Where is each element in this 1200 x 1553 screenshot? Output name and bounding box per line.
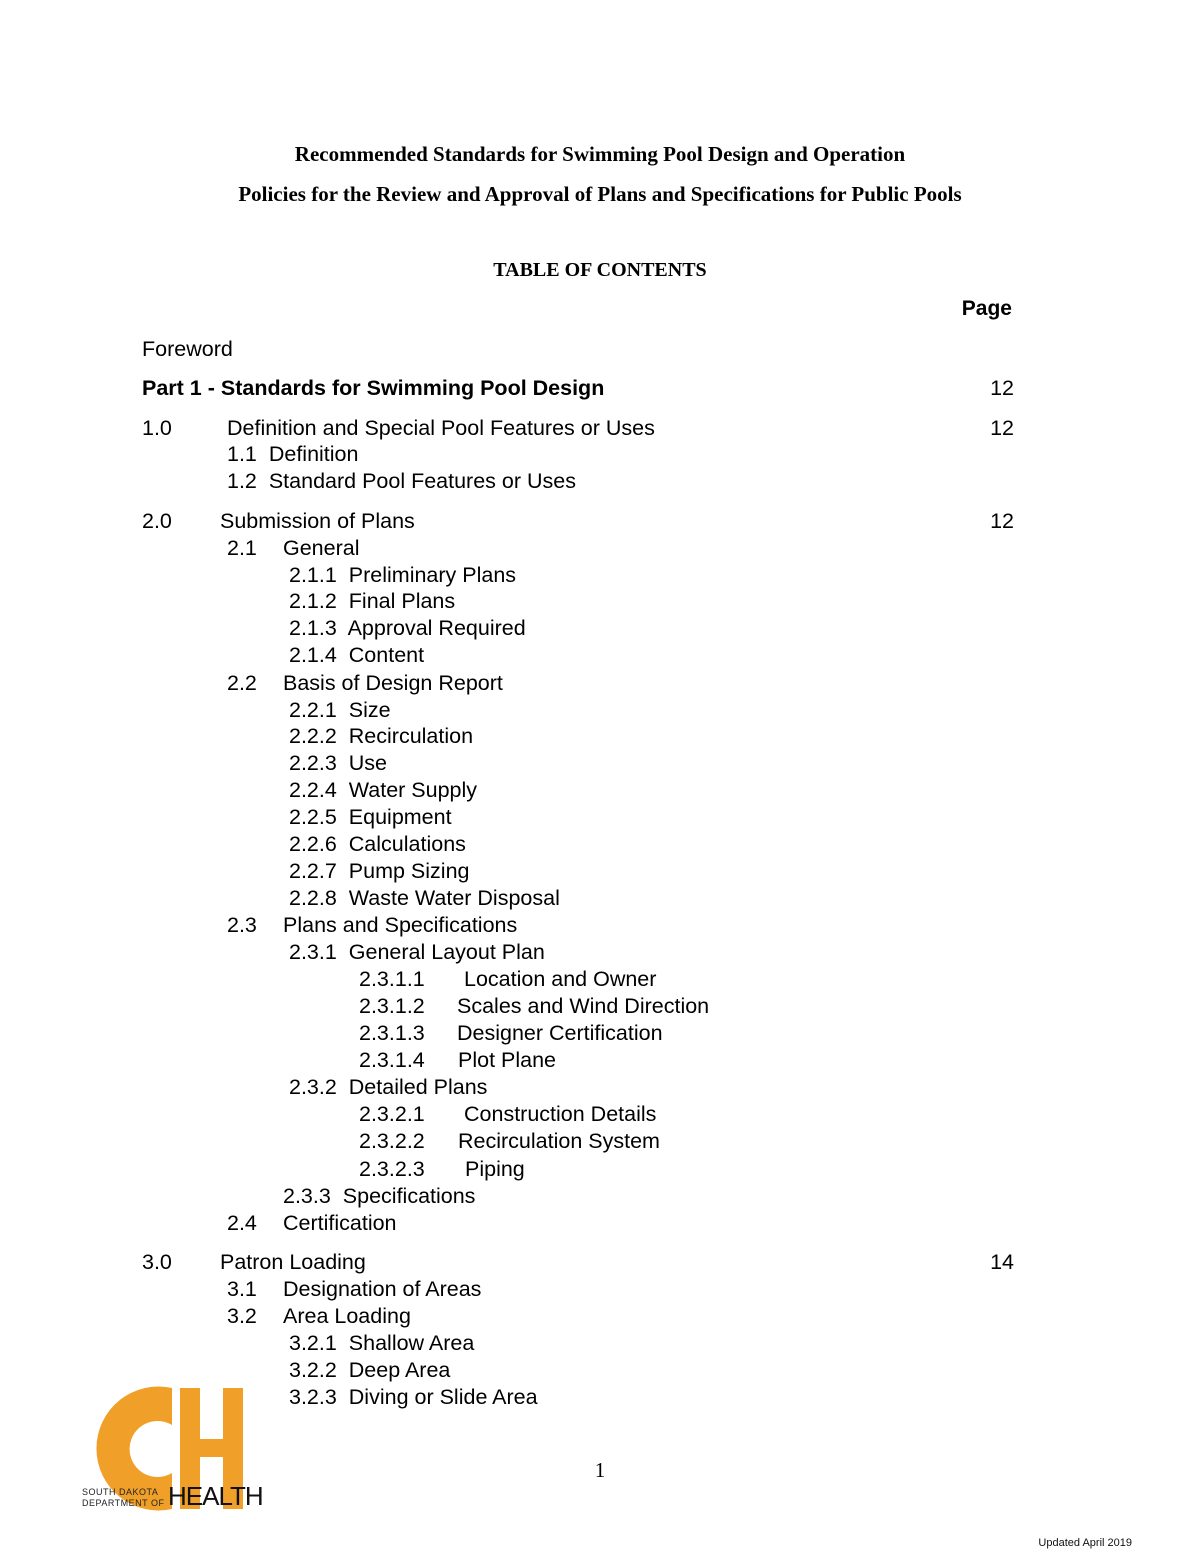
toc-number: 2.2.6 — [289, 832, 337, 856]
toc-page-number: 12 — [990, 416, 1014, 440]
toc-entry-2-2-2[interactable] — [289, 723, 473, 749]
toc-number: 2.3.3 — [283, 1184, 331, 1208]
toc-number: 3.2.3 — [289, 1385, 337, 1409]
toc-entry-1-1[interactable] — [227, 441, 358, 467]
toc-text: Water Supply — [348, 778, 478, 802]
toc-text: General — [283, 536, 360, 560]
toc-number: 2.3.1.1 — [359, 967, 425, 991]
toc-entry-1-2[interactable] — [227, 468, 576, 494]
toc-number: 2.3.1.3 — [359, 1021, 425, 1045]
page-number: 1 — [594, 1458, 606, 1482]
toc-text: Part 1 - Standards for Swimming Pool Design — [142, 376, 605, 400]
toc-number: 2.0 — [142, 509, 172, 533]
page-subtitle: Policies for the Review and Approval of Plans and Specifications for Public Pools — [238, 182, 962, 206]
toc-number: 2.2.3 — [289, 751, 337, 775]
toc-text: Diving or Slide Area — [348, 1385, 538, 1409]
toc-text: Patron Loading — [220, 1250, 366, 1274]
toc-text: Calculations — [348, 832, 466, 856]
toc-entry-2-2-6[interactable] — [289, 831, 466, 857]
toc-text: Foreword — [142, 337, 233, 361]
toc-text: Standard Pool Features or Uses — [268, 469, 576, 493]
toc-number: 2.2.4 — [289, 778, 337, 802]
toc-number: 1.1 — [227, 442, 257, 466]
toc-text: Recirculation — [348, 724, 474, 748]
toc-text: Preliminary Plans — [348, 563, 517, 587]
logo-text-line2: DEPARTMENT OF — [82, 1498, 165, 1508]
toc-text: Location and Owner — [464, 967, 657, 991]
toc-number: 2.2.7 — [289, 859, 337, 883]
toc-entry-2-2-5[interactable] — [289, 804, 452, 830]
toc-text: Recirculation System — [458, 1129, 660, 1153]
toc-text: Size — [348, 698, 391, 722]
toc-number: 2.2.1 — [289, 698, 337, 722]
toc-number: 2.1.2 — [289, 589, 337, 613]
toc-number: 2.3.1.4 — [359, 1048, 425, 1072]
toc-number: 1.0 — [142, 416, 172, 440]
toc-entry-2-1-2[interactable] — [289, 588, 455, 614]
toc-text: Use — [348, 751, 388, 775]
toc-number: 3.2 — [227, 1304, 257, 1328]
toc-number: 2.2 — [227, 671, 257, 695]
toc-text: Equipment — [348, 805, 452, 829]
toc-entry-2-1-1[interactable] — [289, 562, 516, 588]
toc-text: Construction Details — [464, 1102, 657, 1126]
toc-text: Pump Sizing — [348, 859, 470, 883]
toc-text: Scales and Wind Direction — [457, 994, 710, 1018]
toc-number: 2.2.2 — [289, 724, 337, 748]
toc-entry-2-3-3[interactable] — [283, 1183, 475, 1209]
toc-entry-2-2-4[interactable] — [289, 777, 477, 803]
toc-entry-3-2-1[interactable] — [289, 1330, 474, 1356]
toc-text: Piping — [465, 1157, 525, 1181]
toc-text: Shallow Area — [348, 1331, 475, 1355]
toc-entry-3-2-2[interactable] — [289, 1357, 450, 1383]
toc-number: 2.4 — [227, 1211, 257, 1235]
toc-text: Designer Certification — [457, 1021, 663, 1045]
toc-text: Detailed Plans — [348, 1075, 488, 1099]
toc-text: Designation of Areas — [283, 1277, 482, 1301]
toc-entry-3-2-3[interactable] — [289, 1384, 538, 1410]
toc-text: Definition and Special Pool Features or Uses — [227, 416, 655, 440]
toc-number: 2.2.8 — [289, 886, 337, 910]
toc-entry-2-1-3[interactable] — [289, 615, 526, 641]
toc-text: Approval Required — [347, 616, 526, 640]
toc-number: 2.1.3 — [289, 616, 337, 640]
toc-entry-2-2-3[interactable] — [289, 750, 387, 776]
toc-number: 2.2.5 — [289, 805, 337, 829]
toc-text: Plot Plane — [458, 1048, 557, 1072]
toc-number: 3.2.1 — [289, 1331, 337, 1355]
toc-number: 2.3.2 — [289, 1075, 337, 1099]
toc-text: Plans and Specifications — [283, 913, 518, 937]
toc-number: 2.3.2.3 — [359, 1157, 425, 1181]
page-column-label: Page — [961, 297, 1012, 320]
logo-h-crossbar — [180, 1439, 243, 1457]
health-department-logo — [80, 1385, 263, 1515]
toc-text: Basis of Design Report — [283, 671, 503, 695]
toc-text: General Layout Plan — [348, 940, 545, 964]
logo-health-word: HEALTH — [168, 1481, 263, 1511]
toc-number: 3.2.2 — [289, 1358, 337, 1382]
toc-number: 1.2 — [227, 469, 257, 493]
toc-number: 2.1.1 — [289, 563, 337, 587]
toc-page-number: 14 — [990, 1250, 1014, 1274]
toc-text: Deep Area — [348, 1358, 451, 1382]
toc-text: Submission of Plans — [220, 509, 415, 533]
toc-text: Specifications — [342, 1184, 476, 1208]
toc-entry-2-3-1[interactable] — [289, 939, 545, 965]
toc-entry-2-2-1[interactable] — [289, 697, 391, 723]
updated-date: Updated April 2019 — [1038, 1537, 1132, 1549]
toc-entry-part1[interactable] — [142, 375, 604, 401]
toc-text: Definition — [268, 442, 359, 466]
toc-entry-2-2-8[interactable] — [289, 885, 560, 911]
toc-entry-2-2-7[interactable] — [289, 858, 469, 884]
toc-number: 2.3 — [227, 913, 257, 937]
toc-heading: TABLE OF CONTENTS — [493, 259, 707, 281]
toc-page-number: 12 — [990, 509, 1014, 533]
toc-number: 3.0 — [142, 1250, 172, 1274]
toc-text: Waste Water Disposal — [348, 886, 560, 910]
toc-number: 2.3.1 — [289, 940, 337, 964]
toc-text: Final Plans — [348, 589, 456, 613]
page-title: Recommended Standards for Swimming Pool Design and Operation — [294, 142, 906, 166]
toc-entry-2-3-2[interactable] — [289, 1074, 487, 1100]
toc-number: 2.1.4 — [289, 643, 337, 667]
toc-text: Content — [348, 643, 425, 667]
toc-text: Area Loading — [283, 1304, 411, 1328]
toc-number: 2.3.2.1 — [359, 1102, 425, 1126]
toc-entry-2-1-4[interactable] — [289, 642, 424, 668]
logo-text-line1: SOUTH DAKOTA — [82, 1487, 159, 1497]
toc-text: Certification — [283, 1211, 397, 1235]
toc-number: 2.1 — [227, 536, 257, 560]
toc-entry-foreword[interactable] — [142, 336, 233, 362]
toc-number: 2.3.2.2 — [359, 1129, 425, 1153]
toc-page-number: 12 — [990, 376, 1014, 400]
toc-number: 3.1 — [227, 1277, 257, 1301]
toc-number: 2.3.1.2 — [359, 994, 425, 1018]
